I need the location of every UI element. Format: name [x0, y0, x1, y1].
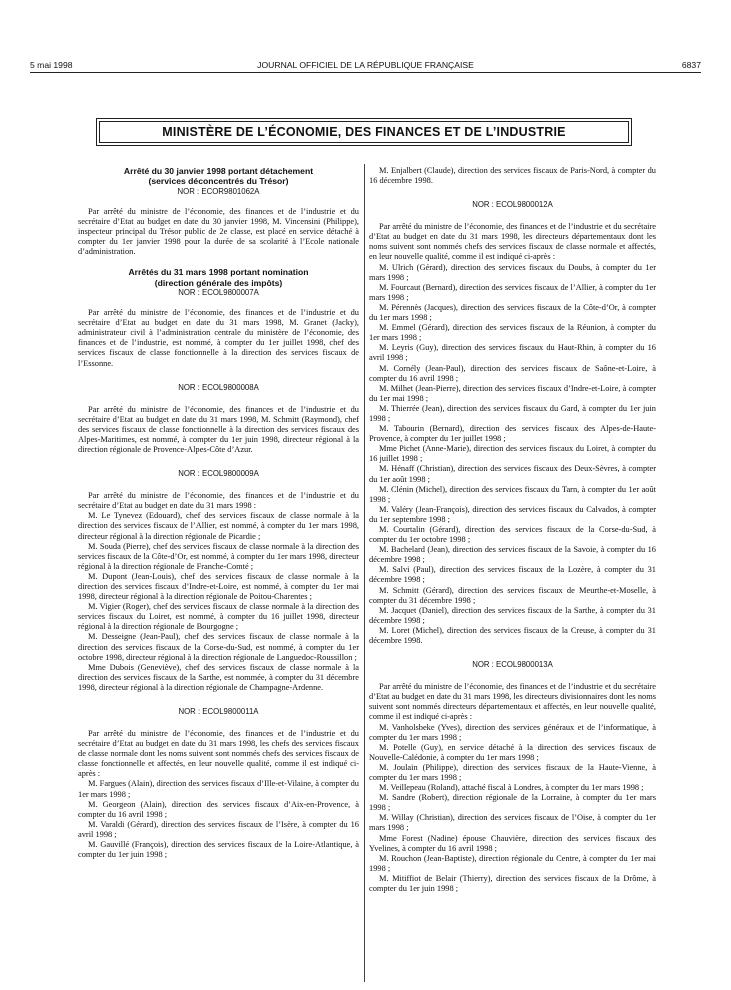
appointment-item: M. Veillepeau (Roland), attaché fiscal à Londres, à compter du 1er mars 1998 ;: [379, 783, 644, 793]
appointment-item: M. Fourcaut (Bernard), direction des services fiscaux de l’Allier, à compter du 1er mars 1998 ;: [369, 282, 656, 302]
appointment-item: M. Valéry (Jean-François), direction des services fiscaux du Calvados, à compter du 1er septembre 1998 ;: [369, 504, 656, 524]
nor-reference: NOR : ECOL9800012A: [472, 200, 553, 210]
appointment-item: M. Emmel (Gérard), direction des services fiscaux de la Réunion, à compter du 1er mars 1998 ;: [369, 323, 656, 343]
section-title: Arrêté du 30 janvier 1998 portant détachement: [123, 166, 314, 176]
appointment-item: M. Fargues (Alain), direction des services fiscaux d’Ille-et-Vilaine, à compter du 1er mars 1998 ;: [78, 779, 359, 799]
appointment-item: M. Thierrée (Jean), direction des services fiscaux du Gard, à compter du 1er juin 1998 ;: [369, 403, 656, 423]
decree-paragraph: Par arrêté du ministre de l’économie, des finances et de l’industrie et du secrétaire d’Etat au budget en date du 31 mars 1998, M. Schmitt (Raymond), chef des services fiscaux de classe fonctionnelle à la direction des services fiscaux des Alpes-Maritimes, est nommé, à compter du 1er juin 1998, directeur régional à la direction régionale de Provence-Alpes-Côte d’Azur.: [78, 404, 359, 455]
section-title: Arrêtés du 31 mars 1998 portant nomination: [128, 267, 309, 278]
header-page-number: 6837: [681, 60, 701, 70]
left-column: [78, 166, 359, 860]
appointment-item: M. Ulrich (Gérard), direction des services fiscaux du Doubs, à compter du 1er mars 1998 ;: [369, 262, 656, 282]
ministry-box: [96, 118, 632, 146]
appointment-item: M. Hénaff (Christian), direction des services fiscaux des Deux-Sèvres, à compter du 1er août 1998 ;: [369, 464, 656, 484]
appointment-item: M. Courtalin (Gérard), direction des services fiscaux de la Corse-du-Sud, à compter du 1er octobre 1998 ;: [369, 525, 656, 545]
appointment-item: M. Gauvillé (François), direction des services fiscaux de la Loire-Atlantique, à compter du 1er juin 1998 ;: [78, 840, 359, 860]
appointment-item: Mme Pichet (Anne-Marie), direction des services fiscaux du Loiret, à compter du 16 juillet 1998 ;: [369, 444, 656, 464]
appointment-item: M. Vigier (Roger), chef des services fiscaux de classe normale à la direction des services fiscaux du Loiret, est nommé, à compter du 16 juillet 1998, directeur régional à la direction régionale de Bourgogne ;: [78, 602, 359, 632]
appointment-item: M. Rouchon (Jean-Baptiste), direction régionale du Centre, à compter du 1er mai 1998 ;: [369, 853, 656, 873]
appointment-list: [369, 723, 656, 895]
decree-paragraph: Par arrêté du ministre de l’économie, des finances et de l’industrie et du secrétaire d’Etat au budget en date du 31 mars 1998, les directeurs divisionnaires dont les noms suivent sont nommés directeurs départementaux et affectés, en leur nouvelle qualité, comme il est indiqué ci-après :: [369, 682, 656, 722]
appointment-item: M. Enjalbert (Claude), direction des services fiscaux de Paris-Nord, à compter du 16 décembre 1998.: [369, 166, 656, 186]
appointment-item: M. Leyris (Guy), direction des services fiscaux du Haut-Rhin, à compter du 16 avril 1998 ;: [369, 343, 656, 363]
appointment-item: M. Mitiffiot de Belair (Thierry), direction des services fiscaux de la Drôme, à compter du 1er juin 1998 ;: [369, 873, 656, 893]
section-subtitle: (direction générale des impôts): [154, 277, 283, 288]
header-date: 5 mai 1998: [30, 60, 73, 70]
appointment-item: M. Cornély (Jean-Paul), direction des services fiscaux de Saône-et-Loire, à compter du 16 avril 1998 ;: [369, 363, 656, 383]
appointment-item: M. Loret (Michel), direction des services fiscaux de la Creuse, à compter du 31 décembre 1998.: [369, 625, 656, 646]
decree-paragraph: Par arrêté du ministre de l’économie, des finances et de l’industrie et du secrétaire d’Etat au budget en date du 31 mars 1998, M. Granet (Jacky), administrateur civil à l’administration centrale du ministère de l’économie, des finances et de l’industrie, est nommé, à compter du 1er juillet 1998, chef des services fiscaux de classe fonctionnelle à la direction des services fiscaux de l’Essonne.: [78, 308, 359, 368]
appointment-item: M. Willay (Christian), direction des services fiscaux de l’Oise, à compter du 1er mars 1998 ;: [369, 813, 656, 833]
nor-reference: NOR : ECOR9801062A: [177, 186, 260, 196]
appointment-item: M. Salvi (Paul), direction des services fiscaux de la Lozère, à compter du 31 décembre 1998 ;: [369, 565, 656, 585]
appointment-item: M. Tabourin (Bernard), direction des services fiscaux des Alpes-de-Haute-Provence, à compter du 1er juillet 1998 ;: [369, 424, 656, 444]
appointment-item: M. Schmitt (Gérard), direction des services fiscaux de Meurthe-et-Moselle, à compter du 31 décembre 1998 ;: [369, 585, 656, 605]
ministry-title: MINISTÈRE DE L’ÉCONOMIE, DES FINANCES ET DE L’INDUSTRIE: [99, 121, 629, 143]
appointment-item: M. Sandre (Robert), direction régionale de la Lorraine, à compter du 1er mars 1998 ;: [369, 793, 656, 813]
appointment-item: M. Joulain (Philippe), direction des services fiscaux de la Haute-Vienne, à compter du 1er mars 1998 ;: [369, 762, 656, 782]
appointment-item: M. Clénin (Michel), direction des services fiscaux du Tarn, à compter du 1er août 1998 ;: [369, 484, 656, 504]
appointment-item: M. Jacquet (Daniel), direction des services fiscaux de la Sarthe, à compter du 31 décembre 1998 ;: [369, 605, 656, 625]
column-divider: [364, 164, 365, 982]
nor-reference: NOR : ECOL9800011A: [178, 707, 259, 716]
appointment-item: M. Vanholsbeke (Yves), direction des services généraux et de l’informatique, à compter du 1er mars 1998 ;: [369, 722, 656, 742]
nor-reference: NOR : ECOL9800013A: [472, 660, 553, 670]
appointment-item: M. Bachelard (Jean), direction des services fiscaux de la Savoie, à compter du 16 décembre 1998 ;: [369, 545, 656, 565]
appointment-item: M. Souda (Pierre), chef des services fiscaux de classe normale à la direction des services fiscaux de la Côte-d’Or, est nommé, à compter du 1er mars 1998, directeur régional à la direction régionale de Franche-Comté ;: [78, 541, 359, 571]
appointment-item: M. Georgeon (Alain), direction des services fiscaux d’Aix-en-Provence, à compter du 16 avril 1998 ;: [78, 799, 359, 819]
appointment-item: M. Milhet (Jean-Pierre), direction des services fiscaux d’Indre-et-Loire, à compter du 1er mai 1998 ;: [369, 383, 656, 403]
nor-reference: NOR : ECOL9800008A: [178, 382, 259, 392]
appointment-item: M. Le Tynevez (Edouard), chef des services fiscaux de classe normale à la direction des services fiscaux de l’Allier, est nommé, à compter du 1er mars 1998, directeur régional à la direction régionale de Picardie ;: [78, 511, 359, 541]
header-journal-title: JOURNAL OFFICIEL DE LA RÉPUBLIQUE FRANÇAISE: [257, 60, 474, 70]
decree-paragraph: Par arrêté du ministre de l’économie, des finances et de l’industrie et du secrétaire d’Etat au budget en date du 31 mars 1998, les chefs des services fiscaux de classe normale dont les noms suivent sont nommés chefs des services fiscaux de classe fonctionnelle et affectés, en leur nouvelle qualité, comme il est indiqué ci-après :: [78, 729, 359, 779]
decree-paragraph: Par arrêté du ministre de l’économie, des finances et de l’industrie et du secrétaire d’Etat au budget en date du 31 mars 1998 :: [78, 491, 359, 511]
decree-paragraph: Par arrêté du ministre de l’économie, des finances et de l’industrie et du secrétaire d’Etat au budget en date du 31 mars 1998, les directeurs départementaux dont les noms suivent sont nommés chefs des services fiscaux de classe normale et affectés, en leur nouvelle qualité, comme il est indiqué ci-après :: [369, 222, 656, 262]
appointment-item: M. Varaldi (Gérard), direction des services fiscaux de l’Isère, à compter du 16 avril 1998 ;: [78, 819, 359, 839]
section-subtitle: (services déconcentrés du Trésor): [148, 176, 289, 187]
appointment-list: [369, 263, 656, 647]
appointment-item: M. Dupont (Jean-Louis), chef des services fiscaux de classe normale à la direction des services fiscaux d’Indre-et-Loire, est nommé, à compter du 1er mai 1998, directeur régional à la direction régionale de Poitou-Charentes ;: [78, 571, 359, 602]
appointment-item: M. Potelle (Guy), en service détaché à la direction des services fiscaux de Nouvelle-Calédonie, à compter du 1er mars 1998 ;: [369, 742, 656, 762]
right-column: [369, 166, 656, 894]
appointment-item: M. Desseigne (Jean-Paul), chef des services fiscaux de classe normale à la direction des services fiscaux de la Corse-du-Sud, est nommé, à compter du 1er octobre 1998, directeur régional à la direction régionale de Languedoc-Roussillon ;: [78, 632, 359, 662]
decree-paragraph: Par arrêté du ministre de l’économie, des finances et de l’industrie et du secrétaire d’Etat au budget en date du 30 janvier 1998, M. Vincensini (Philippe), inspecteur principal du Trésor public de 2e classe, est placé en service détaché à compter du 1er janvier 1998 pour la durée de sa scolarité à l’Ecole nationale d’administration.: [78, 206, 359, 257]
appointment-item: Mme Dubois (Geneviève), chef des services fiscaux de classe normale à la direction des services fiscaux de la Sarthe, est nommée, à compter du 31 décembre 1998, directeur régional à la direction régionale de Champagne-Ardenne.: [78, 662, 359, 692]
nor-reference: NOR : ECOL9800007A: [178, 288, 259, 298]
appointment-item: M. Pérennès (Jacques), direction des services fiscaux de la Côte-d’Or, à compter du 1er mars 1998 ;: [369, 302, 656, 323]
nor-reference: NOR : ECOL9800009A: [178, 469, 259, 479]
page-header: [30, 60, 701, 73]
appointment-item: Mme Forest (Nadine) épouse Chauvière, direction des services fiscaux des Yvelines, à compter du 16 avril 1998 ;: [369, 833, 656, 853]
